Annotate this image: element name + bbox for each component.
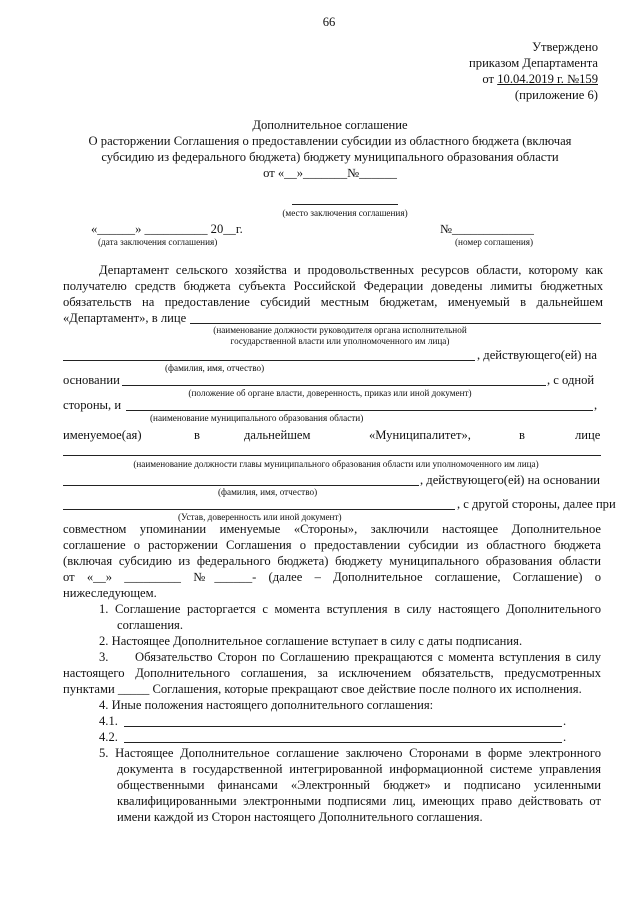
p2-line-4: от «__» _________ №______- (далее – Дополнительное соглашение, Соглашение) о: [63, 570, 601, 584]
approval-order-date: 10.04.2019 г. №159: [497, 72, 598, 86]
approval-date-prefix: от: [482, 72, 498, 86]
item-4-1-label: 4.1.: [99, 714, 118, 728]
item-3-line-1: Обязательство Сторон по Соглашению прекращаются с момента вступления в силу: [135, 650, 601, 664]
charter-blank-line: [63, 509, 455, 510]
place-blank-line: [292, 204, 398, 205]
item-1-line-1: 1. Соглашение расторгается с момента вступления в силу настоящего Дополнительного: [99, 602, 601, 616]
item-4-2-dot: .: [563, 730, 567, 744]
side-and-text: стороны, и: [63, 398, 122, 412]
item-2: 2. Настоящее Дополнительное соглашение вступает в силу с даты подписания.: [99, 634, 523, 648]
head-blank-line: [63, 455, 601, 456]
title-line-3: субсидию из федерального бюджета) бюджету муниципального образования области: [101, 150, 559, 164]
item-4-1-dot: .: [563, 714, 567, 728]
caption-position-2: государственной власти или уполномоченного им лица): [230, 336, 450, 346]
p1-line-2: получателю средств бюджета субъекта Российской Федерации доведены лимиты бюджетных: [63, 279, 603, 293]
item-5-line-5: имени каждой из Сторон настоящего Дополнительного соглашения.: [117, 810, 483, 824]
one-side-text: , с одной: [547, 373, 595, 387]
approval-line-2: приказом Департамента: [469, 56, 598, 70]
caption-position-1: (наименование должности руководителя органа исполнительной: [213, 325, 467, 335]
named-word-4: «Муниципалитет»,: [369, 428, 471, 442]
item-5-line-1: 5. Настоящее Дополнительное соглашение заключено Сторонами в форме электронного: [99, 746, 601, 760]
item-5-line-3: общественными финансами «Электронный бюджет» и подписано усиленными: [117, 778, 601, 792]
other-side-text: , с другой стороны, далее при: [457, 497, 616, 511]
item-3-number: 3.: [99, 650, 109, 664]
p2-line-1: совместном упоминании именуемые «Стороны», заключили настоящее Дополнительное: [63, 522, 601, 536]
title-line-4: от «__»_______№______: [263, 166, 397, 180]
page-number: 66: [322, 15, 336, 29]
mo-comma: ,: [594, 398, 598, 412]
p2-line-2: соглашение о расторжении Соглашения о предоставлении субсидии из областного бюджета: [63, 538, 601, 552]
named-word-1: именуемое(ая): [63, 428, 142, 442]
caption-head: (наименование должности главы муниципального образования области или уполномоченного им лица): [133, 459, 539, 469]
caption-basis: (положение об органе власти, доверенность, приказ или иной документ): [188, 388, 472, 398]
item-4-2-label: 4.2.: [99, 730, 118, 744]
p1-line-1: Департамент сельского хозяйства и продовольственных ресурсов области, которому как: [99, 263, 603, 277]
agreement-number-field: №_____________: [440, 222, 534, 236]
acting-basis-text: , действующего(ей) на основании: [420, 473, 600, 487]
position-blank-line: [190, 323, 601, 324]
title-line-1: Дополнительное соглашение: [252, 118, 408, 132]
approval-line-3: [482, 72, 598, 87]
mo-blank-line: [126, 410, 593, 411]
item-5-line-4: квалифицированными электронными подписями лиц, имеющих право действовать от: [117, 794, 601, 808]
p2-line-3: (включая субсидию из федерального бюджета) бюджету муниципального образования области: [63, 554, 601, 568]
named-word-5: в: [519, 428, 525, 442]
item-5-line-2: документа в государственной интегрированной информационной системе управления: [117, 762, 601, 776]
item-4-2-blank-line: [124, 742, 562, 743]
basis-label: основании: [63, 373, 120, 387]
caption-mo: (наименование муниципального образования области): [150, 413, 364, 423]
item-3-line-3: пунктами _____ Соглашения, которые прекращают свое действие после полного их исполнения.: [63, 682, 582, 696]
p1-line-3: обязательств на предоставление субсидий местным бюджетам, именуемый в дальнейшем: [63, 295, 603, 309]
p1-line-4: «Департамент», в лице: [63, 311, 187, 325]
item-1-line-2: соглашения.: [117, 618, 183, 632]
caption-charter: (Устав, доверенность или иной документ): [178, 512, 342, 522]
fio-blank-line-1: [63, 360, 475, 361]
number-caption: (номер соглашения): [455, 237, 534, 247]
item-4: 4. Иные положения настоящего дополнительного соглашения:: [99, 698, 434, 712]
named-word-6: лице: [575, 428, 601, 442]
item-3-line-2: настоящего Дополнительного соглашения, за исключением обязательств, предусмотренных: [63, 666, 601, 680]
agreement-date-field: «______» __________ 20__г.: [91, 222, 243, 236]
date-caption: (дата заключения соглашения): [98, 237, 218, 247]
caption-fio-1: (фамилия, имя, отчество): [165, 363, 265, 373]
named-word-3: дальнейшем: [244, 428, 311, 442]
approval-line-1: Утверждено: [532, 40, 598, 54]
acting-text: , действующего(ей) на: [477, 348, 597, 362]
basis-blank-line: [122, 385, 546, 386]
caption-fio-2: (фамилия, имя, отчество): [218, 487, 318, 497]
named-word-2: в: [194, 428, 200, 442]
item-4-1-blank-line: [124, 726, 562, 727]
fio-blank-line-2: [63, 485, 419, 486]
approval-line-4: (приложение 6): [514, 88, 598, 102]
place-caption: (место заключения соглашения): [282, 208, 408, 218]
title-line-2: О расторжении Соглашения о предоставлении субсидии из областного бюджета (включая: [88, 134, 572, 148]
p2-line-5: нижеследующем.: [63, 586, 157, 600]
